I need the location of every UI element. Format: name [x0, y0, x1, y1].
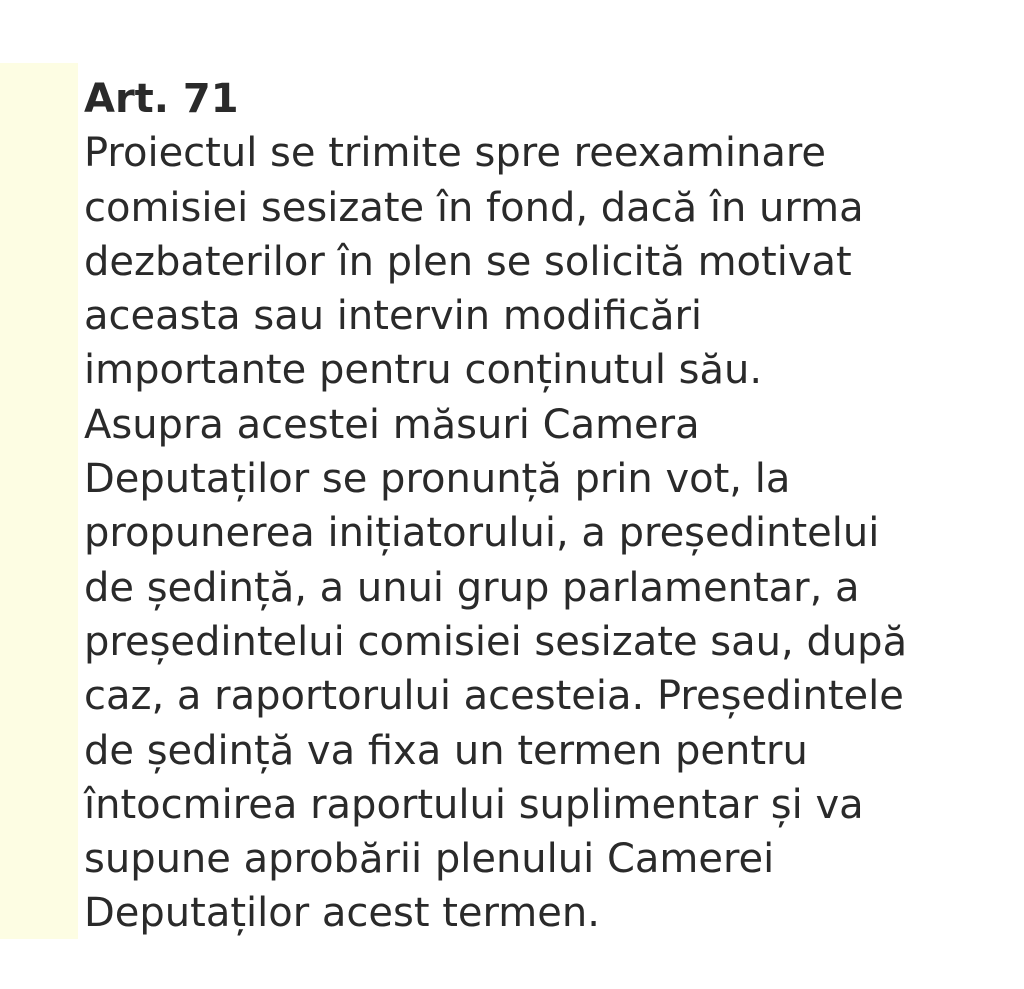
article-text-line: aceasta sau intervin modificări	[84, 293, 703, 340]
article-text-line: Asupra acestei măsuri Camera	[84, 401, 700, 448]
article-body	[84, 72, 1014, 941]
article-text-line: importante pentru conținutul său.	[84, 347, 763, 394]
article-text-line: caz, a raportorului acesteia. Președintele	[84, 673, 904, 720]
article-text-line: dezbaterilor în plen se solicită motivat	[84, 238, 852, 285]
article-text-line: de ședință va fixa un termen pentru	[84, 727, 808, 774]
article-text-line: Deputaților se pronunță prin vot, la	[84, 456, 791, 503]
article-title: Art. 71	[84, 76, 239, 122]
article-text-line: Proiectul se trimite spre reexaminare	[84, 130, 827, 177]
article-text-line: supune aprobării plenului Camerei	[84, 836, 775, 883]
article-text-line: comisiei sesizate în fond, dacă în urma	[84, 184, 864, 231]
article-text-line: întocmirea raportului suplimentar și va	[84, 781, 864, 828]
article-text-line: președintelui comisiei sesizate sau, după	[84, 618, 908, 665]
side-strip	[0, 63, 78, 939]
article-text-line: Deputaților acest termen.	[84, 890, 600, 937]
article-text-line: de ședință, a unui grup parlamentar, a	[84, 564, 860, 611]
article-text-line: propunerea inițiatorului, a președintelui	[84, 510, 880, 557]
